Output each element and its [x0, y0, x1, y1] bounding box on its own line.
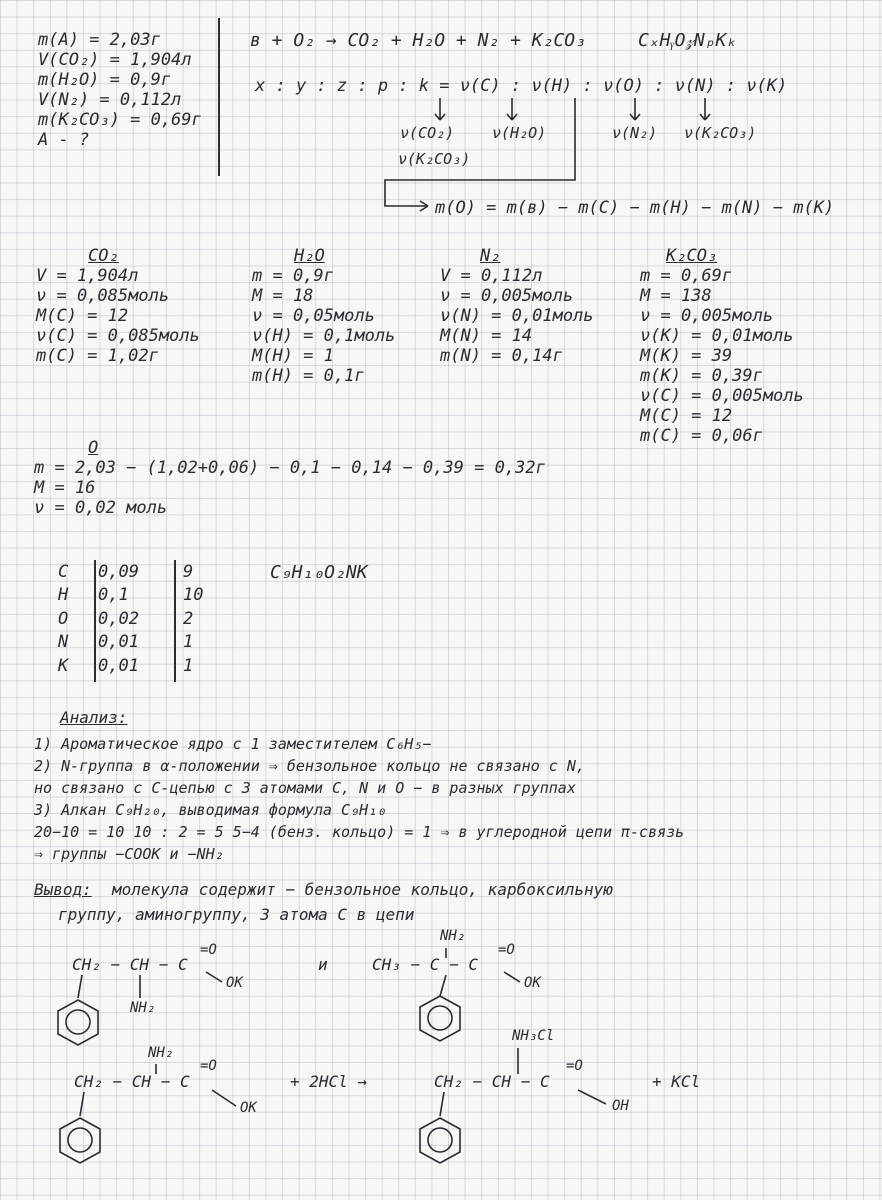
given-line: m(A) = 2,03г [38, 30, 161, 50]
mole-ratio: x : y : z : p : k = ν(C) : ν(H) : ν(O) : ν(N) : ν(K) [255, 76, 788, 96]
reactant-chain: CH₂ − CH − C [74, 1072, 190, 1091]
table-count: 10 [183, 585, 204, 606]
column-line: m(C) = 0,06г [640, 426, 763, 447]
bond-reactant-ok [212, 1090, 236, 1106]
structure-1-carbonyl: =O [200, 942, 217, 958]
structure-1-amino: NH₂ [130, 1000, 156, 1016]
column-title: K₂CO₃ [666, 246, 718, 266]
reactant-amino: NH₂ [148, 1045, 174, 1061]
column-title: CO₂ [88, 246, 119, 266]
given-line: V(N₂) = 0,112л [38, 90, 182, 111]
oxygen-mass-formula: m(O) = m(в) − m(C) − m(H) − m(N) − m(K) [435, 198, 835, 218]
table-moles: 0,01 [98, 655, 139, 676]
reaction-plus-kcl: + KCl [652, 1072, 701, 1091]
product-carbonyl: =O [566, 1058, 583, 1074]
analysis-line: 3) Алкан C₉H₂₀, выводимая формула C₉H₁₀ [34, 801, 387, 819]
column-line: ν(H) = 0,1моль [252, 326, 396, 347]
table-count: 1 [183, 655, 194, 676]
table-element: O [58, 608, 69, 629]
column-line: m(H) = 0,1г [252, 366, 365, 387]
structure-1-ok: OK [226, 975, 243, 991]
ratio-source-co2: ν(CO₂) [400, 124, 455, 142]
bond-s2-ring [440, 975, 446, 996]
given-line: m(H₂O) = 0,9г [38, 70, 172, 91]
conclusion-heading: Вывод: [34, 880, 92, 899]
bond-s1-ring [78, 975, 82, 998]
column-line: ν(C) = 0,085моль [36, 326, 200, 347]
product-chain: CH₂ − CH − C [434, 1072, 550, 1091]
oxygen-line: M = 16 [34, 478, 96, 499]
product-oh: OH [612, 1098, 629, 1114]
table-element: H [58, 585, 69, 606]
ratio-source-k2co3-k: ν(K₂CO₃) [684, 124, 757, 142]
column-line: m(C) = 1,02г [36, 346, 159, 367]
benzene-ring-2 [420, 996, 460, 1041]
column-line: m(N) = 0,14г [440, 346, 563, 367]
column-line: M = 18 [252, 286, 314, 307]
analysis-line: 2) N-группа в α-положении ⇒ бензольное кольцо не связано с N, [34, 757, 585, 775]
bond-reactant-ring [80, 1092, 84, 1116]
column-line: ν = 0,005моль [440, 286, 574, 307]
column-line: M(H) = 1 [252, 346, 334, 367]
benzene-ring-4-circle [428, 1128, 452, 1152]
column-line: M = 138 [640, 286, 712, 307]
structure-1-chain: CH₂ − CH − C [72, 955, 188, 974]
bond-s2-ok [504, 972, 520, 982]
column-line: M(N) = 14 [440, 326, 533, 347]
analysis-heading: Анализ: [60, 708, 128, 727]
given-line: V(CO₂) = 1,904л [38, 50, 192, 71]
table-count: 2 [183, 608, 194, 629]
reactant-ok: OK [240, 1100, 257, 1116]
oxygen-line: m = 2,03 − (1,02+0,06) − 0,1 − 0,14 − 0,39 = 0,32г [34, 458, 546, 479]
column-title: N₂ [480, 246, 501, 266]
oxygen-title: O [88, 438, 99, 458]
column-line: M(C) = 12 [640, 406, 733, 427]
arrow-oxygen-route [385, 98, 575, 206]
column-line: m = 0,69г [640, 266, 733, 287]
analysis-line: 1) Ароматическое ядро с 1 заместителем C₆H₅− [34, 735, 432, 753]
benzene-ring-3-circle [68, 1128, 92, 1152]
ratio-source-k2co3: ν(K₂CO₃) [398, 150, 471, 168]
conclusion-line: группу, аминогруппу, 3 атома C в цепи [58, 905, 415, 924]
column-line: ν = 0,05моль [252, 306, 375, 327]
column-line: ν(N) = 0,01моль [440, 306, 594, 327]
oxygen-line: ν = 0,02 моль [34, 498, 168, 519]
conclusion-line: молекула содержит − бензольное кольцо, карбоксильную [112, 880, 613, 899]
ratio-source-h2o: ν(H₂O) [492, 124, 547, 142]
analysis-line: 20−10 = 10 10 : 2 = 5 5−4 (бенз. кольцо) = 1 ⇒ в углеродной цепи π-связь [34, 823, 685, 841]
found-formula: C₉H₁₀O₂NK [270, 562, 368, 583]
benzene-ring-1-circle [66, 1010, 90, 1034]
reactant-carbonyl: =O [200, 1058, 217, 1074]
structure-2-carbonyl: =O [498, 942, 515, 958]
table-element: C [58, 561, 69, 582]
table-element: K [58, 655, 69, 676]
table-moles: 0,02 [98, 608, 139, 629]
benzene-ring-4 [420, 1118, 460, 1163]
column-line: m(K) = 0,39г [640, 366, 763, 387]
column-line: m = 0,9г [252, 266, 334, 287]
ratio-source-n2: ν(N₂) [612, 124, 658, 142]
table-element: N [58, 632, 69, 653]
benzene-ring-3 [60, 1118, 100, 1163]
structure-2-amino: NH₂ [440, 928, 466, 944]
column-line: V = 0,112л [440, 266, 543, 287]
table-count: 9 [183, 561, 194, 582]
benzene-ring-2-circle [428, 1006, 452, 1030]
bond-product-oh [578, 1090, 606, 1104]
analysis-line: ⇒ группы −COOK и −NH₂ [34, 845, 224, 863]
analysis-line: но связано с C-цепью с 3 атомами C, N и O − в разных группах [34, 779, 576, 797]
structure-and: и [318, 955, 328, 974]
bond-product-ring [440, 1092, 444, 1116]
given-line: A - ? [38, 130, 90, 151]
table-count: 1 [183, 632, 194, 653]
column-line: ν = 0,085моль [36, 286, 170, 307]
column-line: V = 1,904л [36, 266, 139, 287]
structure-2-ok: OK [524, 975, 541, 991]
product-ammonium: NH₃Cl [512, 1028, 555, 1044]
reaction-plus-hcl: + 2HCl → [290, 1072, 368, 1091]
table-moles: 0,09 [98, 561, 139, 582]
column-line: ν = 0,005моль [640, 306, 774, 327]
general-formula: CₓHᵧO𝓏NₚKₖ [638, 30, 738, 51]
structure-2-chain: CH₃ − C − C [372, 955, 478, 974]
given-line: m(K₂CO₃) = 0,69г [38, 110, 202, 131]
column-line: ν(K) = 0,01моль [640, 326, 794, 347]
benzene-ring-1 [58, 1000, 98, 1045]
column-line: M(K) = 39 [640, 346, 733, 367]
reaction-equation: в + O₂ → CO₂ + H₂O + N₂ + K₂CO₃ [250, 30, 586, 51]
bond-s1-ok [206, 972, 222, 982]
table-moles: 0,1 [98, 585, 129, 606]
column-title: H₂O [294, 246, 325, 266]
column-line: M(C) = 12 [36, 306, 129, 327]
column-line: ν(C) = 0,005моль [640, 386, 804, 407]
table-moles: 0,01 [98, 632, 139, 653]
